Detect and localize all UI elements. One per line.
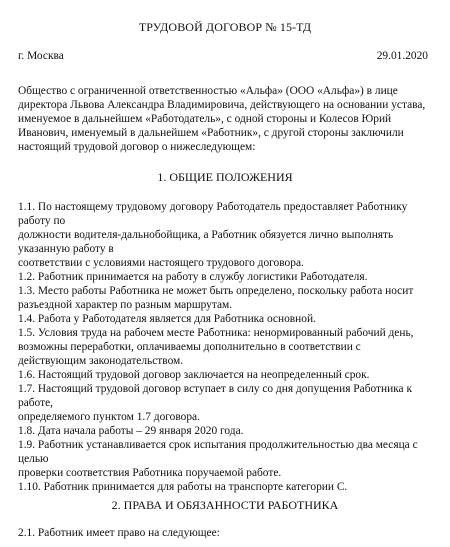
clause-line: должности водителя-дальнобойщика, а Работник обязуется лично выполнять bbox=[18, 229, 394, 241]
contract-city: г. Москва bbox=[18, 50, 64, 62]
clause-line: соответствии с условиями настоящего трудового договора. bbox=[18, 257, 304, 269]
clause-line: определяемого пунктом 1.7 договора. bbox=[18, 411, 200, 423]
clause-line: 2.1. Работник имеет право на следующее: bbox=[18, 527, 220, 539]
clause-line: 1.6. Настоящий трудовой договор заключается на неопределенный срок. bbox=[18, 369, 370, 381]
preamble-line: директора Львова Александра Владимировича, действующего на основании устава, bbox=[18, 99, 426, 111]
preamble-line: настоящий трудовой договор о нижеследующем: bbox=[18, 141, 256, 153]
preamble-line: Общество с ограниченной ответственностью «Альфа» (ООО «Альфа») в лице bbox=[18, 85, 398, 97]
clause-line: действующим законодательством. bbox=[18, 355, 184, 367]
clause-line: 1.2. Работник принимается на работу в службу логистики Работодателя. bbox=[18, 271, 368, 283]
clause-line: проверки соответствия Работника поручаемой работе. bbox=[18, 467, 282, 479]
clause-line: 1.8. Дата начала работы – 29 января 2020 года. bbox=[18, 425, 244, 437]
section-heading-employee-rights: 2. ПРАВА И ОБЯЗАННОСТИ РАБОТНИКА bbox=[111, 498, 339, 512]
clause-line: целью bbox=[18, 453, 49, 465]
clause-line: 1.7. Настоящий трудовой договор вступает в силу со дня допущения Работника к bbox=[18, 383, 412, 395]
clause-line: 1.3. Место работы Работника не может быть определено, поскольку работа носит bbox=[18, 285, 414, 297]
clause-line: 1.1. По настоящему трудовому договору Работодатель предоставляет Работнику bbox=[18, 201, 408, 213]
clause-line: указанную работу в bbox=[18, 243, 114, 255]
clause-line: 1.9. Работник устанавливается срок испытания продолжительностью два месяца с bbox=[18, 439, 418, 451]
clause-line: 1.10. Работник принимается для работы на транспорте категории С. bbox=[18, 481, 348, 493]
clause-line: работе, bbox=[18, 397, 53, 409]
clause-line: возможны переработки, оплачиваемы дополнительно в соответствии с bbox=[18, 341, 361, 353]
clause-line: разъездной характер по разным маршрутам. bbox=[18, 299, 233, 311]
document-title: ТРУДОВОЙ ДОГОВОР № 15-ТД bbox=[138, 20, 312, 34]
preamble-line: именуемое в дальнейшем «Работодатель», с одной стороны и Колесов Юрий bbox=[18, 113, 392, 125]
contract-date: 29.01.2020 bbox=[376, 50, 428, 62]
clause-line: 1.5. Условия труда на рабочем месте Работника: ненормированный рабочий день, bbox=[18, 327, 414, 339]
clause-line: 1.4. Работа у Работодателя является для Работника основной. bbox=[18, 313, 316, 325]
preamble-line: Иванович, именуемый в дальнейшем «Работник», с другой стороны заключили bbox=[18, 127, 404, 139]
clause-line: работу по bbox=[18, 215, 66, 227]
section-heading-general: 1. ОБЩИЕ ПОЛОЖЕНИЯ bbox=[157, 170, 293, 184]
